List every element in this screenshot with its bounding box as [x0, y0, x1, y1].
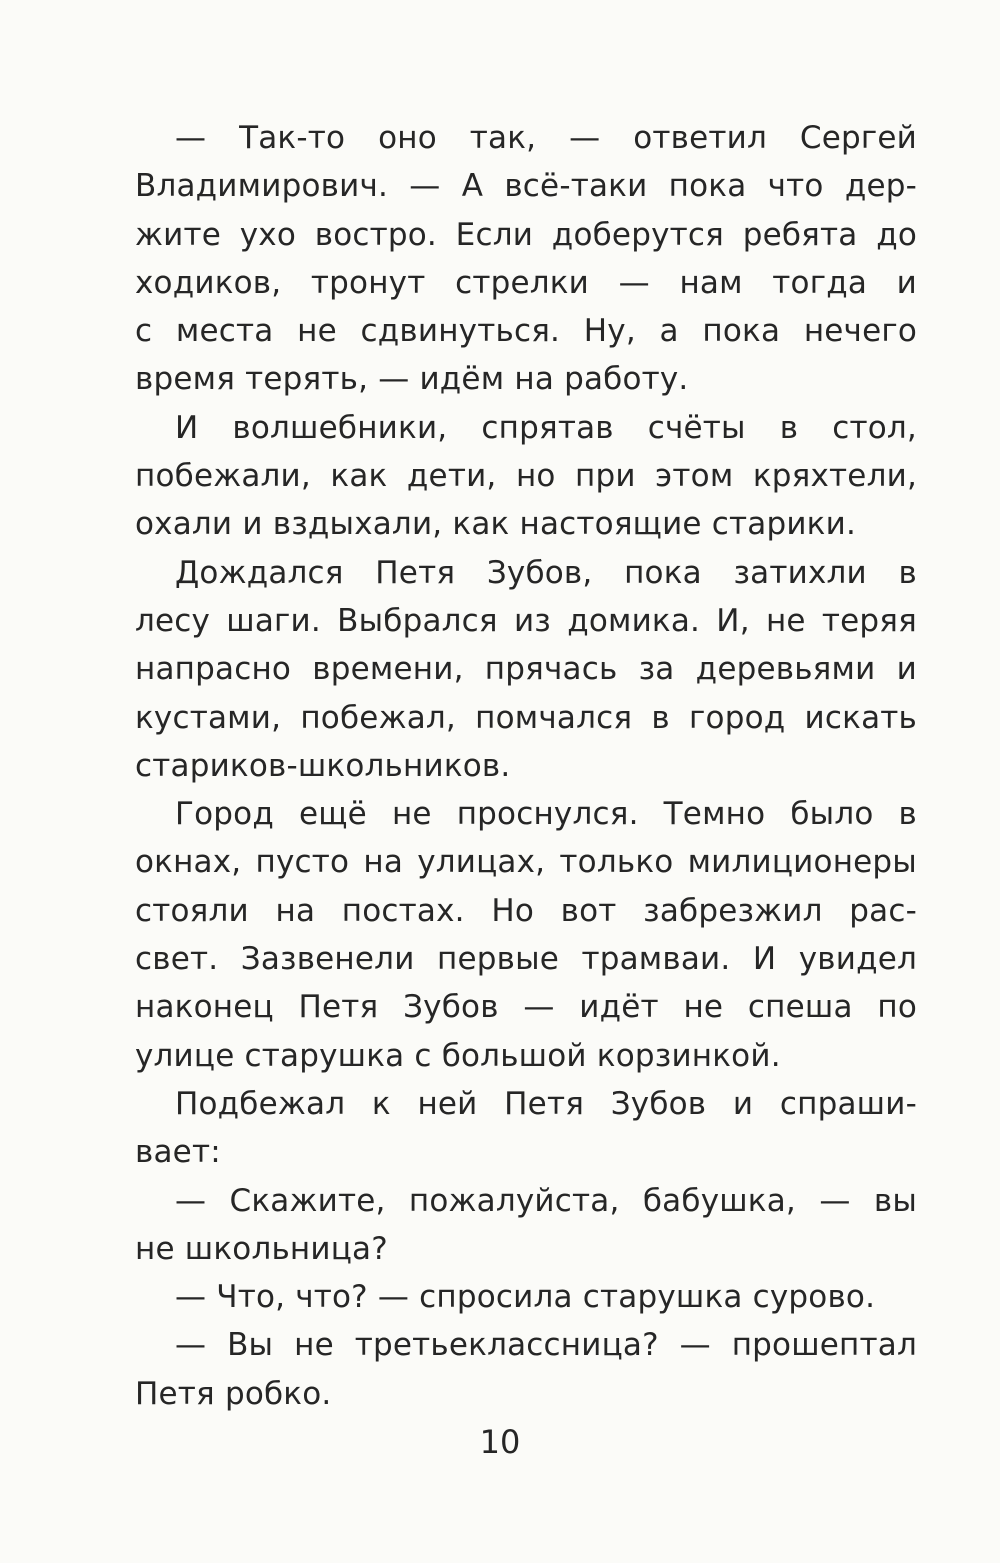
paragraph-8: [135, 1321, 917, 1418]
body-text: [135, 114, 917, 1418]
text-line: улице старушка с большой корзинкой.: [135, 1037, 781, 1074]
text-line: охали и вздыхали, как настоящие старики.: [135, 506, 856, 543]
text-line: наконец Петя Зубов — идёт не спеша по: [135, 989, 917, 1026]
text-line: Подбежал к ней Петя Зубов и спраши-: [175, 1085, 917, 1122]
paragraph-5: [135, 1080, 917, 1177]
text-line: жите ухо востро. Если доберутся ребята до: [135, 216, 917, 253]
text-line: свет. Зазвенели первые трамваи. И увидел: [135, 941, 917, 978]
text-line: — Так-то оно так, — ответил Сергей: [175, 120, 917, 156]
text-line: Город ещё не проснулся. Темно было в: [175, 796, 917, 833]
text-line: с места не сдвинуться. Ну, а пока нечего: [135, 313, 917, 350]
paragraph-4: [135, 790, 917, 1080]
text-line: Дождался Петя Зубов, пока затихли в: [175, 554, 917, 591]
text-line: стариков-школьников.: [135, 747, 511, 784]
text-line: напрасно времени, прячась за деревьями и: [135, 651, 917, 688]
text-line: стояли на постах. Но вот забрезжил рас-: [135, 892, 917, 929]
text-line: — Вы не третьеклассница? — прошептал: [175, 1327, 917, 1364]
text-line: окнах, пусто на улицах, только милиционеры: [135, 844, 917, 881]
text-line: — Что, что? — спросила старушка сурово.: [175, 1279, 876, 1316]
text-line: кустами, побежал, помчался в город искать: [135, 699, 917, 736]
text-line: вает:: [135, 1134, 221, 1171]
text-line: И волшебники, спрятав счёты в стол,: [175, 409, 917, 446]
text-line: побежали, как дети, но при этом кряхтели,: [135, 458, 917, 495]
paragraph-7: [135, 1273, 917, 1321]
text-line: лесу шаги. Выбрался из домика. И, не теряя: [135, 602, 917, 639]
page-number: 10: [479, 1423, 521, 1461]
text-line: не школьница?: [135, 1230, 388, 1267]
text-line: — Скажите, пожалуйста, бабушка, — вы: [175, 1182, 917, 1219]
paragraph-2: [135, 404, 917, 549]
text-line: время терять, — идём на работу.: [135, 361, 689, 398]
text-line: ходиков, тронут стрелки — нам тогда и: [135, 264, 917, 301]
text-line: Петя робко.: [135, 1375, 332, 1412]
paragraph-1: [135, 114, 917, 404]
paragraph-3: [135, 549, 917, 790]
text-line: Владимирович. — А всё-таки пока что дер-: [135, 168, 917, 205]
paragraph-6: [135, 1177, 917, 1274]
